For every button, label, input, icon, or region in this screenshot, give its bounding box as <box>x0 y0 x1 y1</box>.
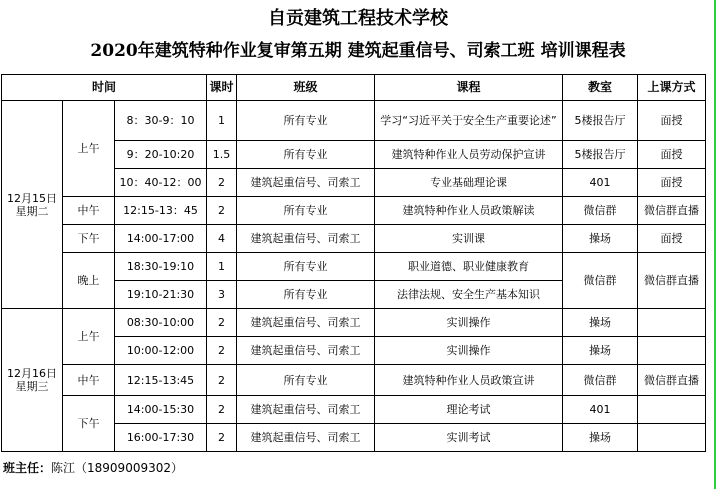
course-cell: 专业基础理论课 <box>375 169 563 197</box>
period-cell: 晚上 <box>63 253 115 309</box>
header-room: 教室 <box>563 75 638 101</box>
table-row <box>2 253 706 281</box>
class-cell: 建筑起重信号、司索工 <box>237 225 375 253</box>
mode-cell <box>638 309 706 337</box>
room-cell: 微信群 <box>563 253 638 309</box>
time-cell: 12:15-13：45 <box>115 197 207 225</box>
class-cell: 所有专业 <box>237 101 375 141</box>
mode-cell: 面授 <box>638 141 706 169</box>
header-time: 时间 <box>2 75 207 101</box>
mode-cell <box>638 337 706 365</box>
period-cell: 下午 <box>63 225 115 253</box>
course-cell: 实训操作 <box>375 309 563 337</box>
room-cell: 操场 <box>563 309 638 337</box>
hours-cell: 4 <box>207 225 237 253</box>
class-cell: 建筑起重信号、司索工 <box>237 396 375 424</box>
course-cell: 建筑特种作业人员政策解读 <box>375 197 563 225</box>
class-cell: 建筑起重信号、司索工 <box>237 309 375 337</box>
room-cell: 微信群 <box>563 197 638 225</box>
header-mode: 上课方式 <box>638 75 706 101</box>
day-cell-1: 12月15日 星期二 <box>2 101 63 309</box>
table-row <box>2 396 706 424</box>
period-cell: 上午 <box>63 309 115 365</box>
room-cell: 操场 <box>563 225 638 253</box>
time-cell: 16:00-17:30 <box>115 424 207 452</box>
period-cell: 中午 <box>63 365 115 396</box>
head-teacher-line <box>3 458 183 478</box>
head-teacher-label: 班主任： <box>3 461 52 475</box>
class-cell: 所有专业 <box>237 365 375 396</box>
mode-cell <box>638 396 706 424</box>
header-hours: 课时 <box>207 75 237 101</box>
room-cell: 401 <box>563 169 638 197</box>
room-cell: 401 <box>563 396 638 424</box>
room-cell: 5楼报告厅 <box>563 141 638 169</box>
mode-cell: 面授 <box>638 169 706 197</box>
time-cell: 10:00-12:00 <box>115 337 207 365</box>
class-cell: 建筑起重信号、司索工 <box>237 169 375 197</box>
room-cell: 微信群 <box>563 365 638 396</box>
time-cell: 10：40-12：00 <box>115 169 207 197</box>
room-cell: 5楼报告厅 <box>563 101 638 141</box>
hours-cell: 2 <box>207 197 237 225</box>
course-cell: 理论考试 <box>375 396 563 424</box>
course-cell: 职业道德、职业健康教育 <box>375 253 563 281</box>
header-class: 班级 <box>237 75 375 101</box>
head-teacher-contact: 陈江（18909009302） <box>51 461 183 475</box>
time-cell: 8：30-9：10 <box>115 101 207 141</box>
schedule-table <box>1 74 706 452</box>
header-course: 课程 <box>375 75 563 101</box>
class-cell: 所有专业 <box>237 253 375 281</box>
table-row <box>2 197 706 225</box>
course-cell: 实训考试 <box>375 424 563 452</box>
hours-cell: 1.5 <box>207 141 237 169</box>
table-row <box>2 101 706 141</box>
time-cell: 19:10-21:30 <box>115 281 207 309</box>
hours-cell: 1 <box>207 101 237 141</box>
hours-cell: 2 <box>207 396 237 424</box>
time-cell: 12:15-13:45 <box>115 365 207 396</box>
table-header-row <box>2 75 706 101</box>
class-cell: 建筑起重信号、司索工 <box>237 424 375 452</box>
hours-cell: 3 <box>207 281 237 309</box>
hours-cell: 2 <box>207 309 237 337</box>
class-cell: 所有专业 <box>237 141 375 169</box>
hours-cell: 2 <box>207 424 237 452</box>
time-cell: 18:30-19:10 <box>115 253 207 281</box>
room-cell: 操场 <box>563 337 638 365</box>
day-cell-2: 12月16日 星期三 <box>2 309 63 452</box>
course-cell: 实训操作 <box>375 337 563 365</box>
hours-cell: 2 <box>207 169 237 197</box>
time-cell: 9：20-10:20 <box>115 141 207 169</box>
period-cell: 上午 <box>63 101 115 197</box>
hours-cell: 2 <box>207 365 237 396</box>
course-cell: 法律法规、安全生产基本知识 <box>375 281 563 309</box>
hours-cell: 2 <box>207 337 237 365</box>
period-cell: 中午 <box>63 197 115 225</box>
mode-cell: 面授 <box>638 225 706 253</box>
school-title: 自贡建筑工程技术学校 <box>268 8 448 29</box>
class-cell: 所有专业 <box>237 197 375 225</box>
period-cell: 下午 <box>63 396 115 452</box>
hours-cell: 1 <box>207 253 237 281</box>
course-cell: 建筑特种作业人员政策宣讲 <box>375 365 563 396</box>
mode-cell: 微信群直播 <box>638 365 706 396</box>
class-cell: 所有专业 <box>237 281 375 309</box>
mode-cell: 微信群直播 <box>638 197 706 225</box>
schedule-title: 2020年建筑特种作业复审第五期 建筑起重信号、司索工班 培训课程表 <box>90 41 626 61</box>
course-cell: 实训课 <box>375 225 563 253</box>
mode-cell: 面授 <box>638 101 706 141</box>
mode-cell <box>638 424 706 452</box>
course-cell: 建筑特种作业人员劳动保护宣讲 <box>375 141 563 169</box>
room-cell: 操场 <box>563 424 638 452</box>
table-row <box>2 309 706 337</box>
time-cell: 08:30-10:00 <box>115 309 207 337</box>
table-row <box>2 225 706 253</box>
table-row <box>2 365 706 396</box>
course-cell: 学习“习近平关于安全生产重要论述” <box>375 101 563 141</box>
class-cell: 建筑起重信号、司索工 <box>237 337 375 365</box>
time-cell: 14:00-17:00 <box>115 225 207 253</box>
mode-cell: 微信群直播 <box>638 253 706 309</box>
time-cell: 14:00-15:30 <box>115 396 207 424</box>
